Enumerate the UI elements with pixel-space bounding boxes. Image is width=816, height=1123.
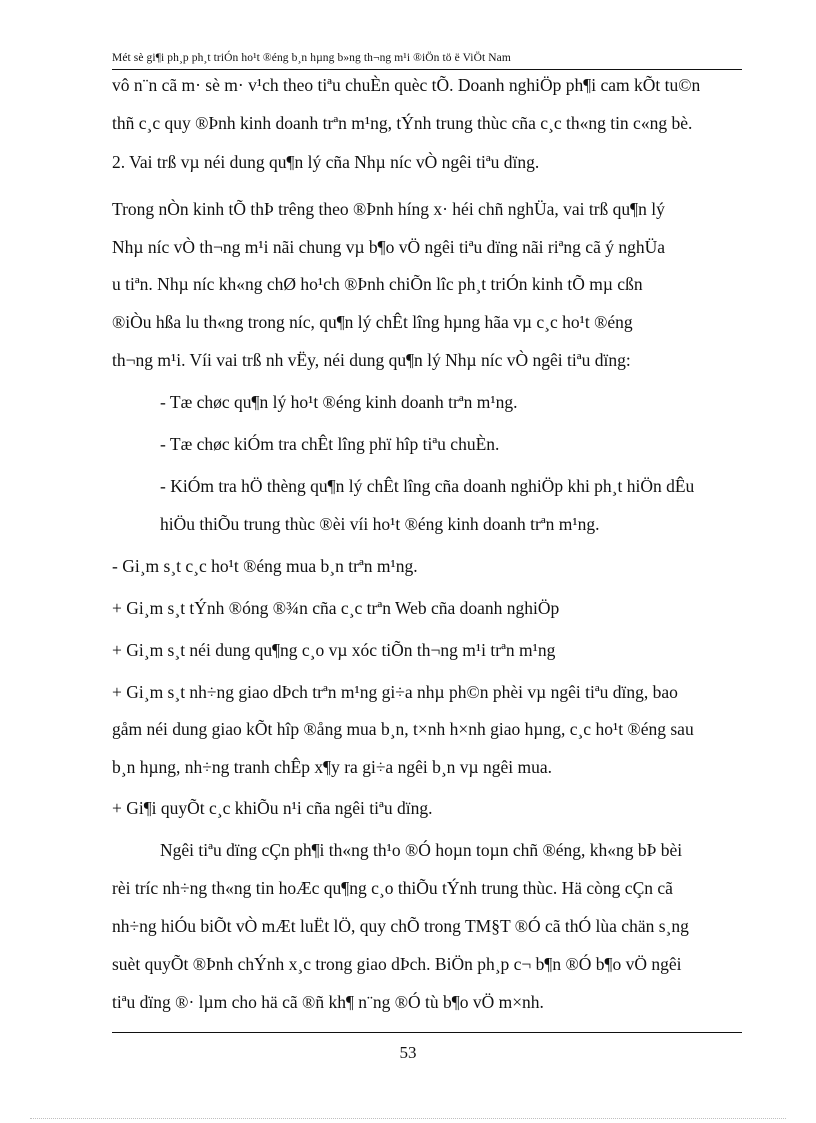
body-line: th¬ng m¹i. Víi vai trß nh vËy, néi dung qu¶n lý Nhµ níc vÒ ngêi tiªu dïng:	[112, 350, 631, 370]
body-line: nh÷ng hiÓu biÕt vÒ mÆt luËt lÖ, quy chÕ trong TM§T ®Ó cã thÓ lùa chän s¸ng	[112, 916, 689, 936]
list-item: - Tæ chøc qu¶n lý ho¹t ®éng kinh doanh trªn m¹ng.	[160, 392, 518, 412]
list-item: + Gi¸m s¸t nh÷ng giao dÞch trªn m¹ng gi÷a nhµ ph©n phèi vµ ngêi tiªu dïng, bao	[112, 682, 678, 702]
body-line: Nhµ níc vÒ th¬ng m¹i nãi chung vµ b¶o vÖ ngêi tiªu dïng nãi riªng cã ý nghÜa	[112, 237, 665, 257]
list-item: - Gi¸m s¸t c¸c ho¹t ®éng mua b¸n trªn m¹ng.	[112, 556, 418, 576]
section-heading: 2. Vai trß vµ néi dung qu¶n lý cña Nhµ níc vÒ ngêi tiªu dïng.	[112, 152, 540, 172]
list-item: - KiÓm tra hÖ thèng qu¶n lý chÊt lîng cña doanh nghiÖp khi ph¸t hiÖn dÊu	[160, 476, 695, 496]
header-rule	[112, 69, 742, 70]
body-line: b¸n hµng, nh÷ng tranh chÊp x¶y ra gi÷a ngêi b¸n vµ ngêi mua.	[112, 757, 552, 777]
list-item: - Tæ chøc kiÓm tra chÊt lîng phï hîp tiªu chuÈn.	[160, 434, 500, 454]
body-line: thñ c¸c quy ®Þnh kinh doanh trªn m¹ng, tÝnh trung thùc cña c¸c th«ng tin c«ng bè.	[112, 113, 693, 133]
body-line: vô n¨n cã m· sè m· v¹ch theo tiªu chuÈn quèc tÕ. Doanh nghiÖp ph¶i cam kÕt tu©n	[112, 75, 701, 95]
body-line: Trong nÒn kinh tÕ thÞ trêng theo ®Þnh híng x· héi chñ nghÜa, vai trß qu¶n lý	[112, 199, 665, 219]
list-item: + Gi¶i quyÕt c¸c khiÕu n¹i cña ngêi tiªu dïng.	[112, 798, 433, 818]
body-line: ®iÒu hßa lu th«ng trong níc, qu¶n lý chÊt lîng hµng hãa vµ c¸c ho¹t ®éng	[112, 312, 633, 332]
body-line: Ngêi tiªu dïng cÇn ph¶i th«ng th¹o ®Ó hoµn toµn chñ ®éng, kh«ng bÞ bèi	[160, 840, 683, 860]
running-header: Mét sè gi¶i ph¸p ph¸t triÓn ho¹t ®éng b¸n hµng b»ng th¬ng m¹i ®iÖn tö ë ViÖt Nam	[112, 52, 511, 64]
list-item: + Gi¸m s¸t tÝnh ®óng ®¾n cña c¸c trªn Web cña doanh nghiÖp	[112, 598, 560, 618]
body-line: u tiªn. Nhµ níc kh«ng chØ ho¹ch ®Þnh chiÕn lîc ph¸t triÓn kinh tÕ mµ cßn	[112, 274, 643, 294]
body-line: tiªu dïng ®· lµm cho hä cã ®ñ kh¶ n¨ng ®Ó tù b¶o vÖ m×nh.	[112, 992, 544, 1012]
page-bottom-dotted-edge	[30, 1118, 786, 1119]
body-line: suèt quyÕt ®Þnh chÝnh x¸c trong giao dÞch. BiÖn ph¸p c¬ b¶n ®Ó b¶o vÖ ngêi	[112, 954, 682, 974]
body-line: rèi tríc nh÷ng th«ng tin hoÆc qu¶ng c¸o thiÕu tÝnh trung thùc. Hä còng cÇn cã	[112, 878, 673, 898]
list-item: + Gi¸m s¸t néi dung qu¶ng c¸o vµ xóc tiÕn th¬ng m¹i trªn m¹ng	[112, 640, 556, 660]
footer-rule	[112, 1032, 742, 1033]
body-line: gåm néi dung giao kÕt hîp ®ång mua b¸n, t×nh h×nh giao hµng, c¸c ho¹t ®éng sau	[112, 719, 694, 739]
list-item: hiÖu thiÕu trung thùc ®èi víi ho¹t ®éng kinh doanh trªn m¹ng.	[160, 514, 600, 534]
page-number: 53	[399, 1043, 417, 1062]
